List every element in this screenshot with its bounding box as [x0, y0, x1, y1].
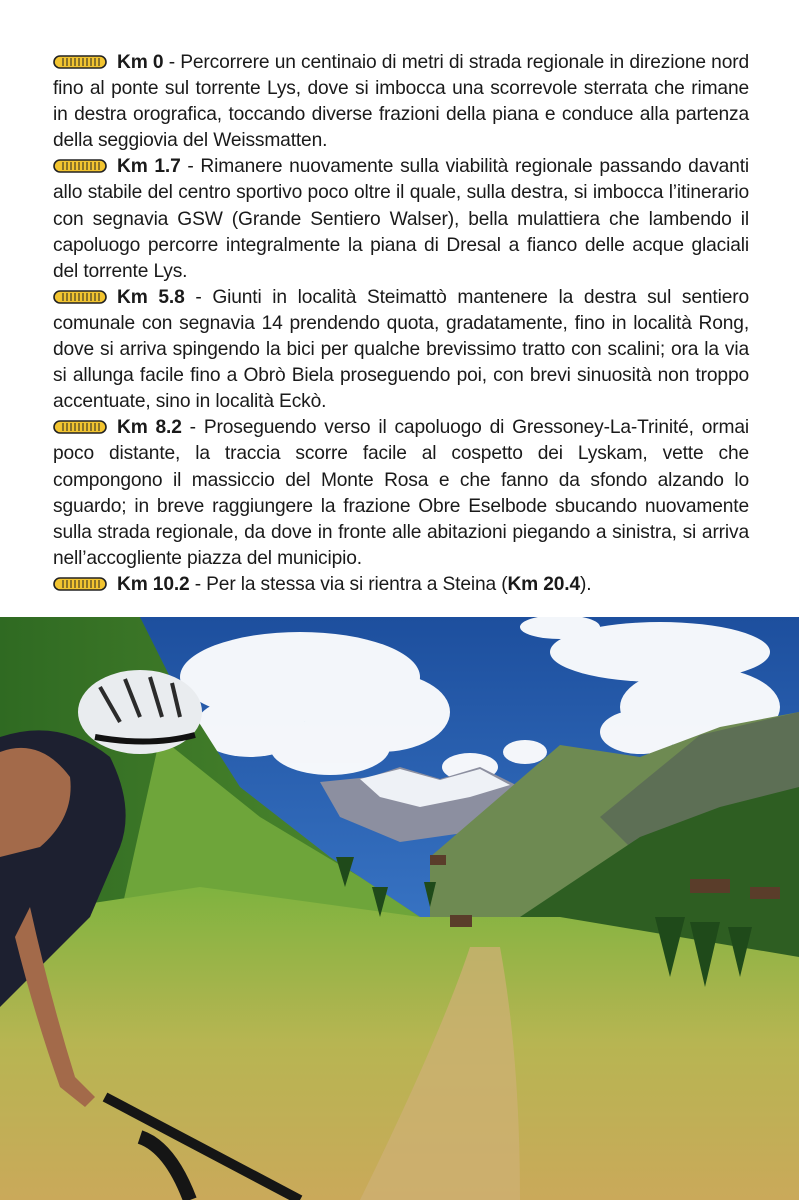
stage-description: - Proseguendo verso il capoluogo di Gressoney-La-Trinité, ormai poco distante, la traccia scorre facile al cospetto dei Lyskam, vette che compongono il massiccio del Monte Rosa e che fanno da sfondo alzando lo sguardo; in breve raggiungere la frazione Obre Eselbode sbucando nuovamente sulla strada regionale, da dove in fronte alle abitazioni piegando a sinistra, si arriva nell’accogliente piazza del municipio. — [53, 417, 749, 569]
km-marker-icon — [53, 159, 107, 173]
km-marker-icon — [53, 55, 107, 69]
stage-end-km-label: Km 20.4 — [507, 573, 580, 595]
stage-description: - Percorrere un centinaio di metri di strada regionale in direzione nord fino al ponte sul torrente Lys, dove si imbocca una scorrevole sterrata che rimane in destra orografica, toccando diverse frazioni della piana e conduce alla partenza della seggiovia del Weissmatten. — [53, 52, 749, 152]
stage-km-8-2 — [53, 415, 749, 572]
km-marker-icon — [53, 420, 107, 434]
stage-km-1-7 — [53, 154, 749, 284]
stage-description: - Per la stessa via si rientra a Steina ( — [189, 573, 508, 595]
stage-description: - Rimanere nuovamente sulla viabilità regionale passando davanti allo stabile del centro sportivo poco oltre il quale, sulla destra, si imbocca l’itinerario con segnavia GSW (Grande Sentiero Walser), bella mulattiera che lambendo il capoluogo percorre integralmente la piana di Dresal a fianco delle acque glaciali del torrente Lys. — [53, 156, 749, 282]
stage-km-label: Km 8.2 — [117, 417, 182, 439]
stage-km-label: Km 5.8 — [117, 286, 185, 308]
km-marker-icon — [53, 577, 107, 591]
stage-end-text: ). — [579, 573, 592, 595]
stage-km-5-8 — [53, 285, 749, 415]
mountain-bike-landscape-photo — [0, 617, 799, 1200]
stage-km-label: Km 1.7 — [117, 156, 181, 178]
stage-description: - Giunti in località Steimattò mantenere la destra sul sentiero comunale con segnavia 14 prendendo quota, gradatamente, fino in località Rong, dove si arriva spingendo la bici per qualche brevissimo tratto con scalini; ora la via si allunga facile fino a Obrò Biela proseguendo poi, con brevi sinuosità non troppo accentuate, sino in località Eckò. — [53, 286, 749, 413]
stage-km-10-2 — [53, 572, 749, 598]
itinerary-text — [53, 50, 749, 598]
km-marker-icon — [53, 290, 107, 304]
stage-km-0 — [53, 50, 749, 154]
stage-km-label: Km 10.2 — [117, 573, 190, 595]
stage-km-label: Km 0 — [117, 52, 164, 73]
